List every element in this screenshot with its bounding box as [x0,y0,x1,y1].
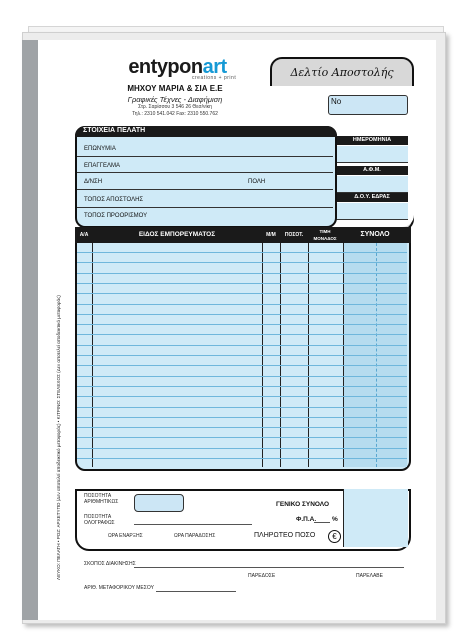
field-label-name: ΕΠΩΝΥΜΙΑ [84,146,116,152]
brand-logo: entyponart [128,56,227,78]
qty-words-line[interactable] [134,524,252,525]
table-row[interactable] [77,386,407,387]
payable-label: ΠΛΗΡΩΤΕΟ ΠΟΣΟ [254,532,316,539]
document-number-label: Νο [331,97,342,106]
table-row[interactable] [77,417,407,418]
company-name: ΜΗΧΟΥ ΜΑΡΙΑ & ΣΙΑ Ε.Ε [127,84,223,93]
company-services: Γραφικές Τέχνες - Διαφήμιση [127,95,223,104]
date-field[interactable] [336,146,408,163]
table-row[interactable] [77,355,407,356]
field-line-address[interactable] [77,189,333,190]
vat-label: Φ.Π.Α. [296,516,317,523]
field-label-address: Δ/ΝΣΗ [84,179,103,185]
pad-binding-spine [22,40,38,620]
vat-number-label: Α.Φ.Μ. [336,166,408,175]
field-label-city: ΠΟΛΗ [248,179,266,185]
header-quantity: ΠΟΣΟΤ. [284,232,304,238]
header-description: ΕΙΔΟΣ ΕΜΠΟΡΕΥΜΑΤΟΣ [138,231,216,238]
field-line-name[interactable] [77,156,333,157]
tax-office-field[interactable] [336,203,408,220]
table-row[interactable] [77,304,407,305]
header-index: Α/Α [79,232,89,238]
table-row[interactable] [77,262,407,263]
table-row[interactable] [77,437,407,438]
qty-words-label: ΠΟΣΟΤΗΤΑ ΟΛΟΓΡΑΦΩΣ [84,514,115,526]
field-label-destination: ΤΟΠΟΣ ΠΡΟΟΡΙΣΜΟΥ [84,213,148,219]
table-row[interactable] [77,324,407,325]
field-line-dispatch-place[interactable] [77,207,333,208]
brand-tagline: creations + print [192,75,237,81]
delivered-by-label: ΠΑΡΕΔΟΣΕ [248,573,276,579]
table-row[interactable] [77,448,407,449]
table-row[interactable] [77,458,407,459]
table-row[interactable] [77,252,407,253]
table-row[interactable] [77,345,407,346]
table-row[interactable] [77,283,407,284]
copy-distribution-note [56,230,66,590]
table-row[interactable] [77,293,407,294]
transport-purpose-line[interactable] [134,567,404,568]
euro-icon: € [328,530,341,543]
company-phones: Τηλ.: 2310 541.042 Fax: 2310 550.762 [132,111,218,117]
header-unit: Μ/Μ [266,232,276,238]
table-row[interactable] [77,314,407,315]
transport-purpose-label: ΣΚΟΠΟΣ ΔΙΑΚΙΝΗΣΗΣ [84,561,136,567]
grand-total-label: ΓΕΝΙΚΟ ΣΥΝΟΛΟ [276,501,330,508]
delivery-time-label: ΩΡΑ ΠΑΡΑΔΟΣΗΣ [174,533,216,539]
received-by-label: ΠΑΡΕΛΑΒΕ [356,573,383,579]
customer-details-title: ΣΤΟΙΧΕΙΑ ΠΕΛΑΤΗ [83,127,146,134]
field-line-profession[interactable] [77,172,333,173]
copy-distribution-text: ΛΕΥΚΟ: ΠΕΛΑΤΗ • ΡΟΖ: ΑΡΧΕΤΥΠΟ (Δεν αποτελεί αποδεικτικό μεταφοράς) • ΚΙΤΡΙΝΟ: ΣΤΕΛΕΧΟΣ (Δεν αποτελεί αποδεικτικό μεταφοράς) [56,295,61,580]
document-title: Δελτίο Αποστολής [290,66,394,79]
start-time-label: ΩΡΑ ΕΝΑΡΞΗΣ [108,533,143,539]
qty-numeric-field[interactable] [134,494,184,512]
vehicle-number-line[interactable] [156,591,236,592]
header-unit-price: ΤΙΜΗ ΜΟΝΑΔΟΣ [313,229,337,241]
tax-office-label: Δ.Ο.Υ. ΕΔΡΑΣ [336,193,408,202]
table-row[interactable] [77,396,407,397]
table-row[interactable] [77,427,407,428]
vehicle-number-label: ΑΡΙΘ. ΜΕΤΑΦΟΡΙΚΟΥ ΜΕΣΟΥ [84,585,154,591]
company-address: Στρ. Σαρίσσου 3 546 26 Θεσ/νίκη [138,104,212,110]
table-row[interactable] [77,273,407,274]
table-row[interactable] [77,365,407,366]
customer-details-header [75,126,337,137]
table-row[interactable] [77,334,407,335]
field-label-dispatch-place: ΤΟΠΟΣ ΑΠΟΣΤΟΛΗΣ [84,197,144,203]
totals-column [343,489,408,547]
vat-percent-line[interactable] [314,522,330,523]
date-label: ΗΜΕΡΟΜΗΝΙΑ [336,136,408,145]
qty-numeric-label: ΠΟΣΟΤΗΤΑ ΑΡΙΘΜΗΤΙΚΩΣ [84,493,119,505]
field-label-profession: ΕΠΑΓΓΕΛΜΑ [84,163,120,169]
table-row[interactable] [77,376,407,377]
vat-percent-sign: % [332,516,338,523]
table-row[interactable] [77,407,407,408]
header-total: ΣΥΝΟΛΟ [360,231,390,238]
vat-number-field[interactable] [336,176,408,193]
